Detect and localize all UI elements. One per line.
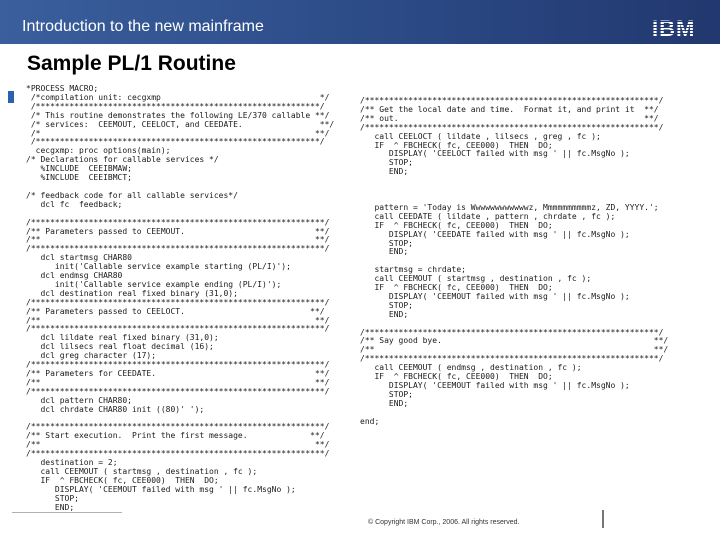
bullet-marker	[8, 91, 14, 103]
footer-divider	[12, 512, 122, 513]
code-listing-right: /*************************************************************/ /** Get the local date and time. Format it, and print it **/ /** out. **/ /*************************************************************/ call CEELOCT ( lildate , lilsecs , greg , fc ); IF ^ FBCHECK( fc, CEE000) THEN DO; DISPLAY( 'CEELOCT failed with msg ' || fc.MsgNo ); STOP; END; pattern = 'Today is Wwwwwwwwwwwwz, Mmmmmmmmmmz, ZD, YYYY.'; call CEEDATE ( lildate , pattern , chrdate , fc ); IF ^ FBCHECK( fc, CEE000) THEN DO; DISPLAY( 'CEEDATE failed with msg ' || fc.MsgNo ); STOP; END; startmsg = chrdate; call CEEMOUT ( startmsg , destination , fc ); IF ^ FBCHECK( fc, CEE000) THEN DO; DISPLAY( 'CEEMOUT failed with msg ' || fc.MsgNo ); STOP; END; /*************************************************************/ /** Say good bye. **/ /** **/ /*************************************************************/ call CEEMOUT ( endmsg , destination , fc ); IF ^ FBCHECK( fc, CEE000) THEN DO; DISPLAY( 'CEEMOUT failed with msg ' || fc.MsgNo ); STOP; END; end;	[360, 96, 669, 426]
code-listing-left: *PROCESS MACRO; /*compilation unit: cecgxmp */ /***********************************************************/ /* This routine demonstrates the following LE/370 callable **/ /* services: CEEMOUT, CEELOCT, and CEEDATE. **/ /* **/ /***********************************************************/ cecgxmp: proc options(main); /* Declarations for callable services */ %INCLUDE CEEIBMAW; %INCLUDE CEEIBMCT; /* feedback code for all callable services*/ dcl fc feedback; /*************************************************************/ /** Parameters passed to CEEMOUT. **/ /** **/ /*************************************************************/ dcl startmsg CHAR80 init('Callable service example starting (PL/I)'); dcl endmsg CHAR80 init('Callable service example ending (PL/I)'); dcl destination real fixed binary (31,0); /*************************************************************/ /** Parameters passed to CEELOCT. **/ /** **/ /*************************************************************/ dcl lildate real fixed binary (31,0); dcl lilsecs real float decimal (16); dcl greg character (17); /*************************************************************/ /** Parameters for CEEDATE. **/ /** **/ /*************************************************************/ dcl pattern CHAR80; dcl chrdate CHAR80 init ((80)' '); /*************************************************************/ /** Start execution. Print the first message. **/ /** **/ /*************************************************************/ destination = 2; call CEEMOUT ( startmsg , destination , fc ); IF ^ FBCHECK( fc, CEE000) THEN DO; DISPLAY( 'CEEMOUT failed with msg ' || fc.MsgNo ); STOP; END;	[26, 84, 335, 512]
ibm-logo: IBM	[652, 16, 696, 41]
copyright-notice: © Copyright IBM Corp., 2006. All rights reserved.	[368, 519, 520, 526]
footer-separator	[602, 510, 604, 528]
slide-title: Sample PL/1 Routine	[27, 52, 236, 75]
slide-header	[0, 0, 720, 44]
header-title: Introduction to the new mainframe	[22, 18, 264, 35]
